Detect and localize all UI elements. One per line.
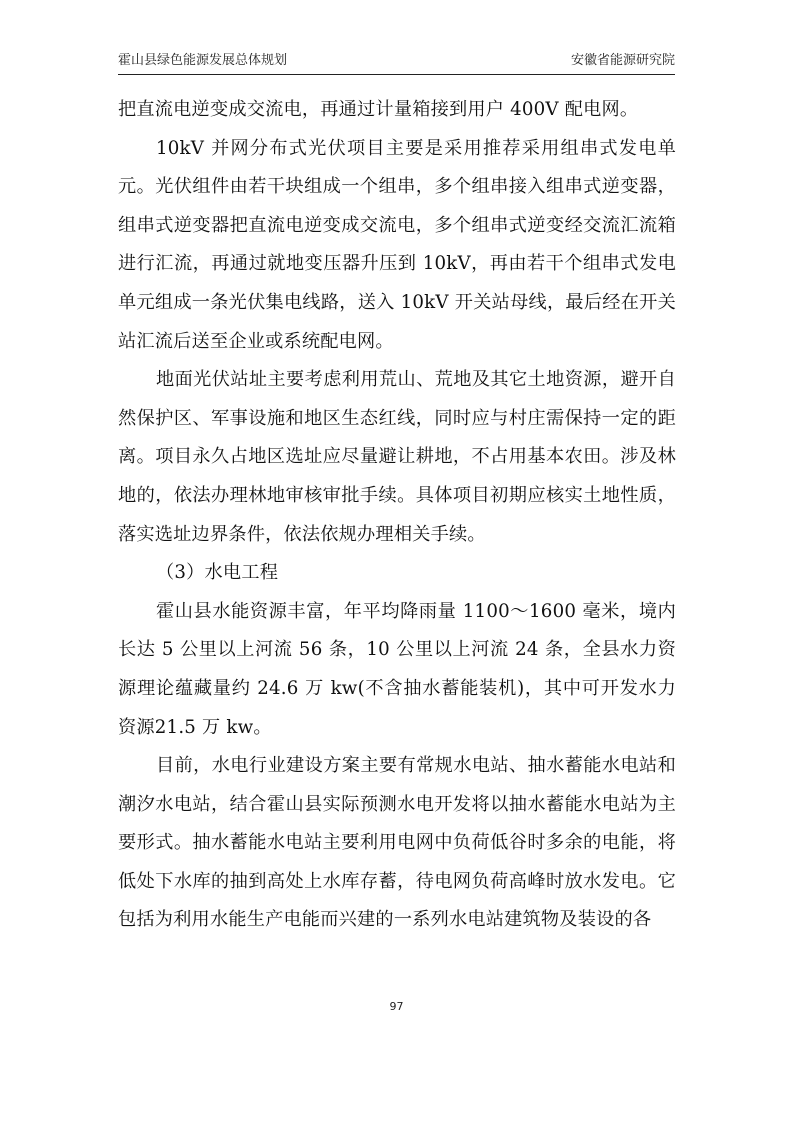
body-text [118,91,676,940]
paragraph-pv-site: 地面光伏站址主要考虑利用荒山、荒地及其它土地资源，避开自然保护区、军事设施和地区生态红线，同时应与村庄需保持一定的距离。项目永久占地区选址应尽量避让耕地，不占用基本农田。涉及林地的，依法办理林地审核审批手续。具体项目初期应核实土地性质，落实选址边界条件，依法依规办理相关手续。 [118,369,676,545]
paragraph-continued: 把直流电逆变成交流电，再通过计量箱接到用户 400V 配电网。 [118,99,639,120]
header-document-title: 霍山县绿色能源发展总体规划 [118,53,288,68]
header-organization: 安徽省能源研究院 [570,53,675,68]
page-number: 97 [389,1000,404,1013]
paragraph-hydro-plans: 目前，水电行业建设方案主要有常规水电站、抽水蓄能水电站和潮汐水电站，结合霍山县实际预测水电开发将以抽水蓄能水电站为主要形式。抽水蓄能水电站主要利用电网中负荷低谷时多余的电能，将低处下水库的抽到高处上水库存蓄，待电网负荷高峰时放水发电。它包括为利用水能生产电能而兴建的一系列水电站建筑物及装设的各 [118,755,676,931]
paragraph-hydro-resources: 霍山县水能资源丰富，年平均降雨量 1100～1600 毫米，境内长达 5 公里以上河流 56 条，10 公里以上河流 24 条，全县水力资源理论蕴藏量约 24.6 万 kw(不含抽水蓄能装机)，其中可开发水力资源21.5 万 kw。 [118,600,676,738]
section-heading-hydropower: （3）水电工程 [156,562,279,584]
paragraph-pv-grid: 10kV 并网分布式光伏项目主要是采用推荐采用组串式发电单元。光伏组件由若干块组成一个组串，多个组串接入组串式逆变器，组串式逆变器把直流电逆变成交流电，多个组串式逆变经交流汇流箱进行汇流，再通过就地变压器升压到 10kV，再由若干个组串式发电单元组成一条光伏集电线路，送入 10kV 开关站母线，最后经在开关站汇流后送至企业或系统配电网。 [118,137,676,352]
page-header [118,52,675,75]
